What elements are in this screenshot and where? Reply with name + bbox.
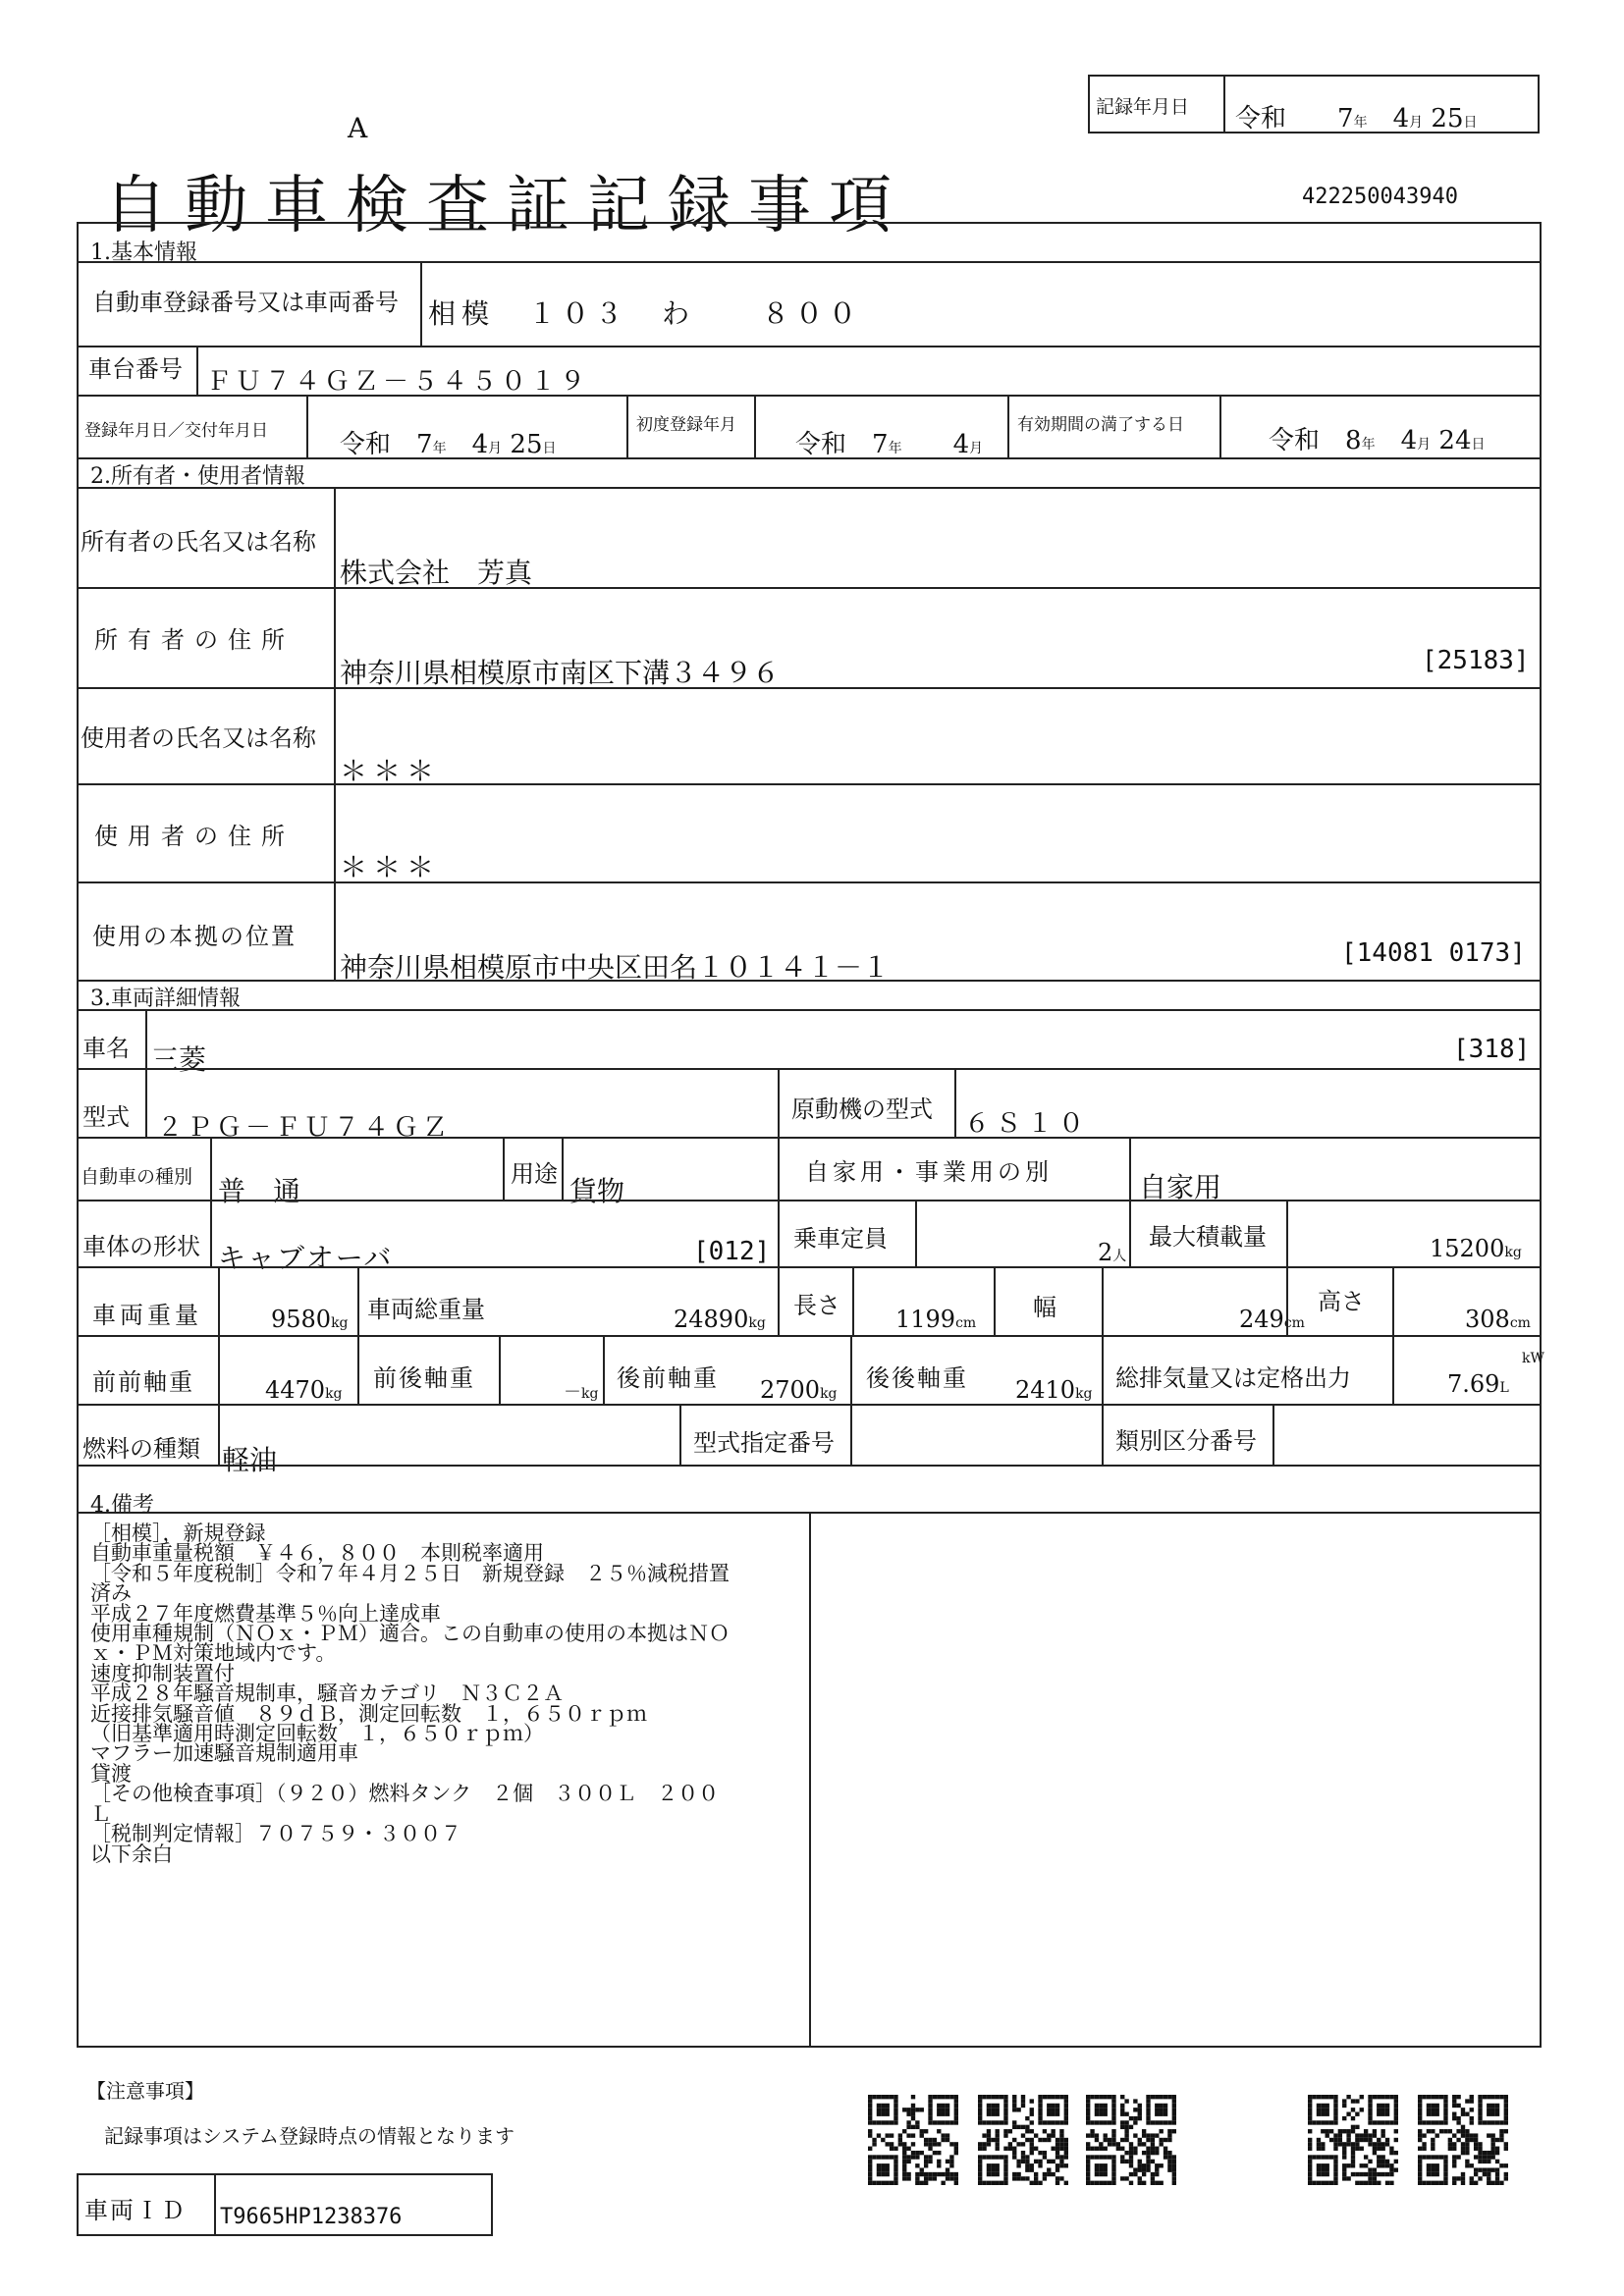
- body-shape-label: 車体の形状: [82, 1233, 200, 1260]
- remarks-line: 以下余白: [90, 1842, 173, 1866]
- section2-title: 2.所有者・使用者情報: [90, 464, 305, 489]
- section4-title: 4.備考: [90, 1493, 154, 1518]
- owner-address-code: [25183]: [1422, 646, 1530, 675]
- qr-code-5: [1418, 2095, 1508, 2185]
- engine-model: ６Ｓ１０: [964, 1109, 1091, 1139]
- qr-code-2: [978, 2095, 1068, 2185]
- owner-name-label: 所有者の氏名又は名称: [81, 528, 316, 556]
- document-number: 422250043940: [1302, 185, 1458, 209]
- weight-label: 車両重量: [92, 1302, 202, 1329]
- width: 249cm: [1239, 1306, 1305, 1333]
- fr-axle-weight: －kg: [564, 1382, 599, 1403]
- remarks-line: 使用車種規制（ＮＯｘ・ＰＭ）適合。この自動車の使用の本拠はＮＯ: [90, 1622, 730, 1646]
- fr-axle-label: 前後軸重: [373, 1364, 475, 1392]
- qr-code-1: [868, 2095, 958, 2185]
- max-load: 15200kg: [1430, 1235, 1522, 1262]
- remarks-line: 速度抑制装置付: [90, 1661, 235, 1685]
- private-business-label: 自家用・事業用の別: [805, 1158, 1053, 1186]
- fuel-label: 燃料の種類: [82, 1435, 200, 1463]
- kw-unit: kW: [1522, 1351, 1544, 1366]
- capacity: 2人: [1098, 1239, 1127, 1266]
- owner-address-label: 所有者の住所: [94, 626, 295, 654]
- remarks-line: Ｌ: [90, 1801, 111, 1826]
- max-load-label: 最大積載量: [1149, 1223, 1267, 1251]
- section1-title: 1.基本情報: [90, 240, 197, 265]
- remarks-line: 済み: [90, 1581, 132, 1606]
- ff-axle-label: 前前軸重: [92, 1368, 194, 1396]
- fuel-type: 軽油: [222, 1444, 278, 1476]
- document-title: 自動車検査証記録事項: [104, 170, 909, 242]
- class-label: 類別区分番号: [1115, 1427, 1257, 1455]
- remarks-line: ｘ・ＰＭ対策地域内です。: [90, 1641, 337, 1666]
- remarks-line: ［令和５年度税制］令和７年４月２５日 新規登録 ２５％減税措置: [90, 1561, 730, 1585]
- reg-number: 相模 １０３ わ ８００: [428, 297, 863, 330]
- remarks-line: ［相模］，新規登録: [90, 1522, 266, 1545]
- model-label: 型式: [82, 1103, 130, 1131]
- remarks-line: 平成２７年度燃費基準５％向上達成車: [90, 1601, 441, 1626]
- type-designation-label: 型式指定番号: [693, 1429, 835, 1457]
- first-reg-date: 令和 7年 4月: [795, 430, 984, 459]
- base-location: 神奈川県相模原市中央区田名１０１４１－１: [340, 951, 891, 984]
- use-label: 用途: [511, 1160, 558, 1188]
- notes-text: 記録事項はシステム登録時点の情報となります: [104, 2124, 514, 2148]
- height-label: 高さ: [1318, 1288, 1365, 1315]
- capacity-label: 乗車定員: [793, 1225, 888, 1253]
- form-letter: A: [348, 112, 368, 144]
- maker-code: [318]: [1453, 1035, 1531, 1064]
- base-location-label: 使用の本拠の位置: [92, 923, 297, 950]
- first-reg-label: 初度登録年月: [636, 415, 736, 435]
- user-name-label: 使用者の氏名又は名称: [81, 724, 316, 752]
- chassis-number: ＦＵ７４ＧＺ－５４５０１９: [206, 367, 590, 397]
- remarks-line: マフラー加速騒音規制適用車: [90, 1741, 358, 1766]
- kind-label: 自動車の種別: [81, 1166, 193, 1188]
- remarks-line: 自動車重量税額 ￥４６，８００ 本則税率適用: [90, 1541, 544, 1566]
- body-shape-code: [012]: [693, 1237, 771, 1266]
- base-location-code: [14081 0173]: [1341, 938, 1526, 968]
- width-label: 幅: [1033, 1294, 1056, 1321]
- gross-weight: 24890kg: [674, 1306, 766, 1333]
- vehicle-id-label: 車両ＩＤ: [84, 2197, 187, 2224]
- expiry-date: 令和 8年 4月 24日: [1269, 426, 1486, 455]
- engine-label: 原動機の型式: [791, 1095, 933, 1123]
- owner-name: 株式会社 芳真: [340, 557, 533, 589]
- user-address-label: 使用者の住所: [94, 823, 295, 850]
- reg-number-label: 自動車登録番号又は車両番号: [92, 289, 399, 316]
- qr-code-4: [1308, 2095, 1398, 2185]
- rr-axle-label: 後後軸重: [866, 1364, 968, 1392]
- vehicle-weight: 9580kg: [271, 1306, 349, 1333]
- displacement: 7.69L: [1447, 1370, 1509, 1398]
- remarks: [90, 1523, 805, 1864]
- reg-date: 令和 7年 4月 25日: [340, 430, 557, 459]
- gross-weight-label: 車両総重量: [367, 1296, 485, 1323]
- remarks-line: 平成２８年騒音規制車，騒音カテゴリ Ｎ３Ｃ２Ａ: [90, 1682, 565, 1706]
- user-name: ＊＊＊: [340, 755, 441, 787]
- chassis-label: 車台番号: [88, 355, 183, 383]
- rf-axle-label: 後前軸重: [617, 1364, 719, 1392]
- section3-title: 3.車両詳細情報: [90, 987, 241, 1011]
- length: 1199cm: [895, 1306, 977, 1333]
- vehicle-kind: 普 通: [218, 1175, 301, 1207]
- qr-code-3: [1086, 2095, 1176, 2185]
- remarks-line: 貸渡: [90, 1761, 132, 1786]
- vehicle-id: T9665HP1238376: [220, 2205, 403, 2229]
- maker-label: 車名: [82, 1035, 130, 1062]
- rf-axle-weight: 2700kg: [760, 1376, 838, 1404]
- notes-title: 【注意事項】: [86, 2079, 204, 2103]
- private-business: 自家用: [1139, 1171, 1222, 1203]
- record-date-label: 記録年月日: [1096, 96, 1190, 118]
- owner-address: 神奈川県相模原市南区下溝３４９６: [340, 657, 781, 689]
- remarks-line: ［その他検査事項］（９２０）燃料タンク ２個 ３００Ｌ ２００: [90, 1782, 720, 1806]
- record-date: 令和 7年 4月 25日: [1235, 104, 1478, 133]
- height: 308cm: [1465, 1306, 1531, 1333]
- model: ２ＰＧ－ＦＵ７４ＧＺ: [157, 1113, 453, 1143]
- ff-axle-weight: 4470kg: [265, 1376, 343, 1404]
- body-shape: キャブオーバ: [218, 1242, 394, 1274]
- expiry-label: 有効期間の満了する日: [1017, 415, 1184, 435]
- remarks-line: 近接排気騒音値 ８９ｄＢ，測定回転数 １，６５０ｒｐｍ: [90, 1701, 647, 1726]
- length-label: 長さ: [793, 1292, 840, 1319]
- displacement-label: 総排気量又は定格出力: [1115, 1364, 1351, 1392]
- reg-date-label: 登録年月日／交付年月日: [84, 421, 268, 441]
- user-address: ＊＊＊: [340, 851, 441, 883]
- remarks-line: ［税制判定情報］７０７５９・３００７: [90, 1822, 461, 1846]
- vehicle-use: 貨物: [569, 1175, 625, 1207]
- maker: 三菱: [151, 1043, 207, 1076]
- remarks-line: （旧基準適用時測定回転数 １，６５０ｒｐｍ）: [90, 1722, 544, 1746]
- rr-axle-weight: 2410kg: [1015, 1376, 1093, 1404]
